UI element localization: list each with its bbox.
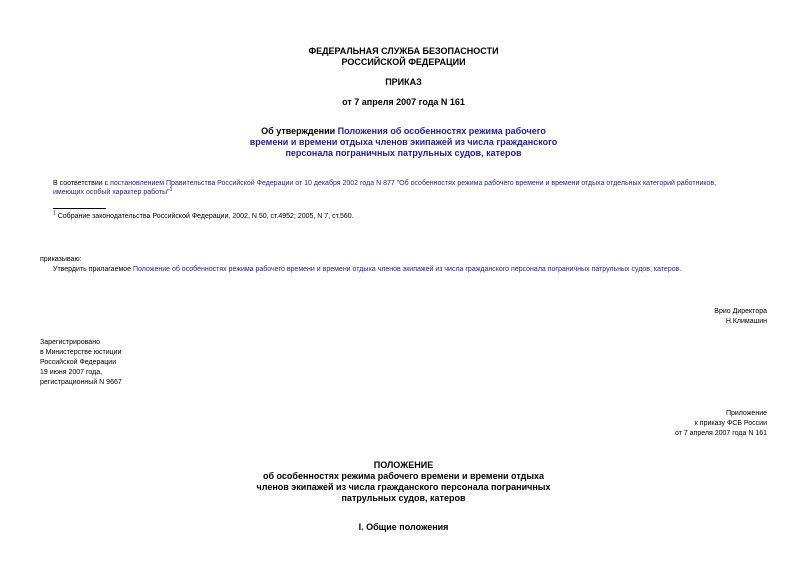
preamble-line-1 — [53, 179, 771, 188]
preamble-intro: В соответствии с — [53, 180, 111, 187]
preamble-line-2 — [53, 188, 172, 197]
registration-line-3: Российской Федерации — [40, 359, 117, 366]
regulation-heading: ПОЛОЖЕНИЕ — [373, 460, 434, 470]
order-regulation-link[interactable]: Положение об особенностях режима рабочего времени и времени отдыха членов экипажей из числа гражданского персонала пограничных патрульных судов, катеров. — [133, 266, 682, 273]
footnote — [53, 212, 354, 221]
appendix-line-1: Приложение — [725, 410, 767, 417]
registration-line-4: 19 июня 2007 года, — [40, 369, 103, 376]
title-link-part-1[interactable]: Положения об особенностях режима рабочего — [337, 126, 546, 136]
footnote-text: Собрание законодательства Российской Федерации, 2002, N 50, ст.4952; 2005, N 7, ст.560. — [57, 213, 354, 220]
title-link-part-3[interactable]: персонала пограничных патрульных судов, катеров — [285, 148, 522, 158]
registration-line-5: регистрационный N 9667 — [40, 379, 122, 386]
agency-line-2: РОССИЙСКОЙ ФЕДЕРАЦИИ — [341, 57, 466, 67]
appendix-line-2: к приказу ФСБ России — [694, 420, 767, 427]
regulation-subtitle-3: патрульных судов, катеров — [341, 493, 466, 503]
order-approve — [53, 265, 681, 274]
signature-name: Н.Климашин — [725, 318, 767, 325]
appendix-line-3: от 7 апреля 2007 года N 161 — [674, 430, 767, 437]
signature-position: Врио Директора — [714, 308, 767, 315]
preamble-decree-link-part-2[interactable]: имеющих особый характер работы" — [53, 189, 170, 196]
doc-type: ПРИКАЗ — [385, 77, 422, 87]
agency-line-1: ФЕДЕРАЛЬНАЯ СЛУЖБА БЕЗОПАСНОСТИ — [308, 46, 499, 56]
preamble-decree-link-part-1[interactable]: постановлением Правительства Российской Федерации от 10 декабря 2002 года N 877 "Об особенностях режима рабочего времени и времени отдыха отдельных категорий работников, — [110, 180, 717, 187]
registration-line-1: Зарегистрировано — [40, 339, 100, 346]
title-link-part-2[interactable]: времени и времени отдыха членов экипажей из числа гражданского — [249, 137, 558, 147]
section-1-heading: I. Общие положения — [358, 522, 449, 532]
title-prefix: Об утверждении — [261, 126, 338, 136]
regulation-subtitle-2: членов экипажей из числа гражданского персонала пограничных — [256, 482, 551, 492]
order-command: приказываю: — [40, 256, 82, 263]
title-line-2 — [0, 137, 807, 148]
footnote-mark: 1 — [53, 210, 56, 217]
registration-line-2: в Министерстве юстиции — [40, 349, 122, 356]
preamble-footnote-mark[interactable]: 1 — [169, 186, 173, 193]
title-line-1 — [0, 126, 807, 137]
footnote-separator — [53, 208, 106, 209]
order-date-number: от 7 апреля 2007 года N 161 — [342, 97, 465, 107]
title-line-3 — [0, 148, 807, 159]
regulation-subtitle-1: об особенностях режима рабочего времени и времени отдыха — [262, 471, 545, 481]
order-approve-prefix: Утвердить прилагаемое — [53, 266, 134, 273]
